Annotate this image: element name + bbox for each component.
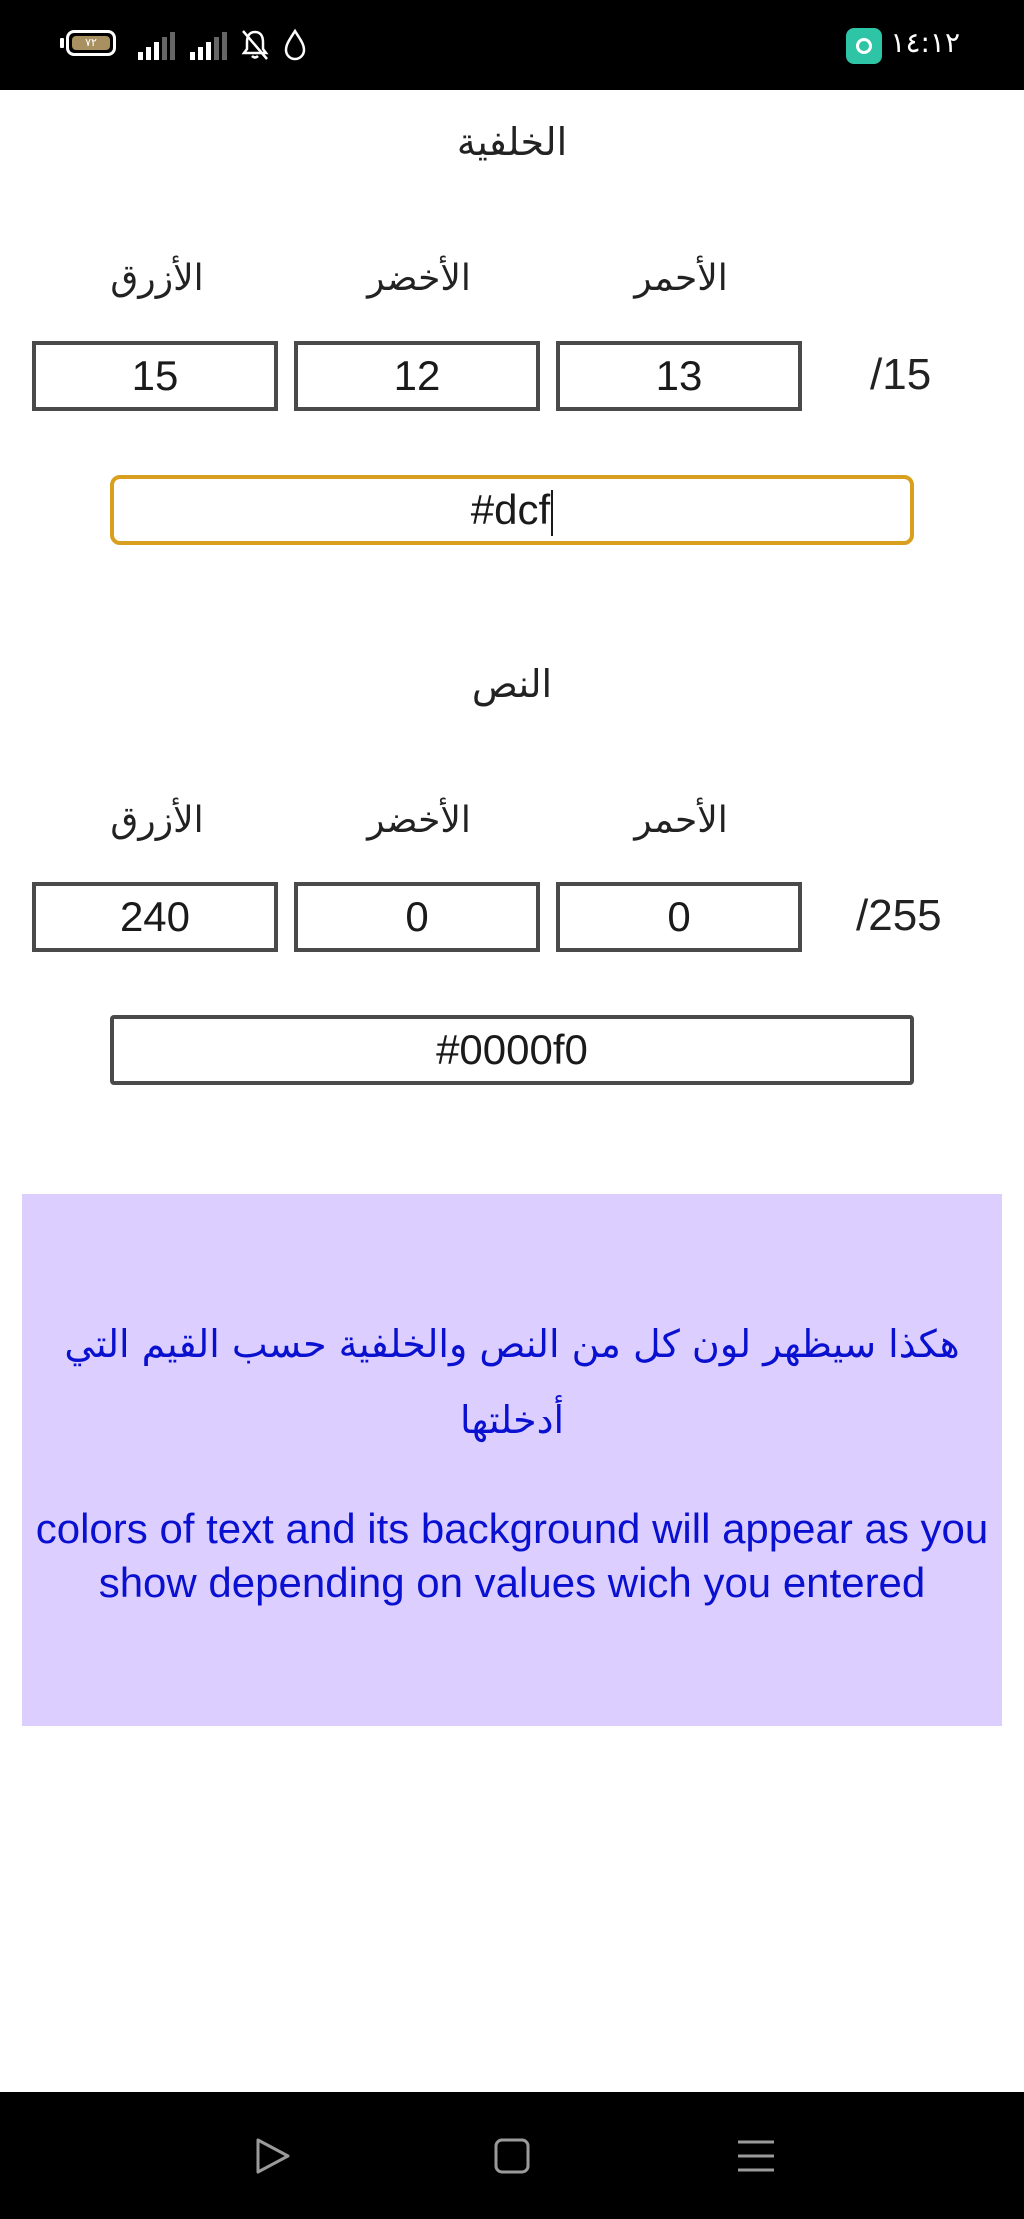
recents-icon[interactable] (728, 2128, 784, 2184)
bell-off-icon (240, 28, 270, 62)
background-section-title: الخلفية (456, 120, 568, 164)
text-green-label: الأخضر (367, 800, 471, 841)
text-hex-input[interactable]: #0000f0 (110, 1015, 914, 1085)
preview-arabic-text: هكذا سيظهر لون كل من النص والخلفية حسب القيم التي أدخلتها (64, 1322, 960, 1442)
navigation-bar (0, 2092, 1024, 2219)
app-notification-icon (846, 28, 882, 64)
bg-green-input[interactable]: 12 (294, 341, 540, 411)
text-max-label: /255 (856, 891, 942, 940)
preview-english-text: colors of text and its background will appear as you show depending on values wich you entered (35, 1505, 989, 1606)
bg-red-input[interactable]: 13 (556, 341, 802, 411)
data-saver-icon (282, 28, 308, 62)
bg-red-label: الأحمر (634, 258, 728, 299)
color-preview (22, 1194, 1002, 1726)
bg-hex-value: #dcf (470, 486, 551, 533)
home-icon[interactable] (484, 2128, 540, 2184)
battery-level: ٧٢ (72, 36, 110, 50)
text-caret (551, 490, 553, 536)
back-icon[interactable] (244, 2128, 300, 2184)
text-section-title: النص (471, 662, 553, 706)
text-blue-input[interactable]: 240 (32, 882, 278, 952)
bg-hex-input[interactable] (110, 475, 914, 545)
text-green-input[interactable]: 0 (294, 882, 540, 952)
bg-green-label: الأخضر (367, 258, 471, 299)
battery-tip (60, 38, 64, 48)
bg-blue-input[interactable]: 15 (32, 341, 278, 411)
status-bar (0, 0, 1024, 90)
clock: ١٤:١٢ (890, 26, 960, 59)
battery-icon (66, 30, 116, 56)
bg-max-label: /15 (870, 350, 932, 399)
bg-blue-label: الأزرق (110, 258, 204, 299)
text-red-input[interactable]: 0 (556, 882, 802, 952)
text-red-label: الأحمر (634, 800, 728, 841)
text-blue-label: الأزرق (110, 800, 204, 841)
